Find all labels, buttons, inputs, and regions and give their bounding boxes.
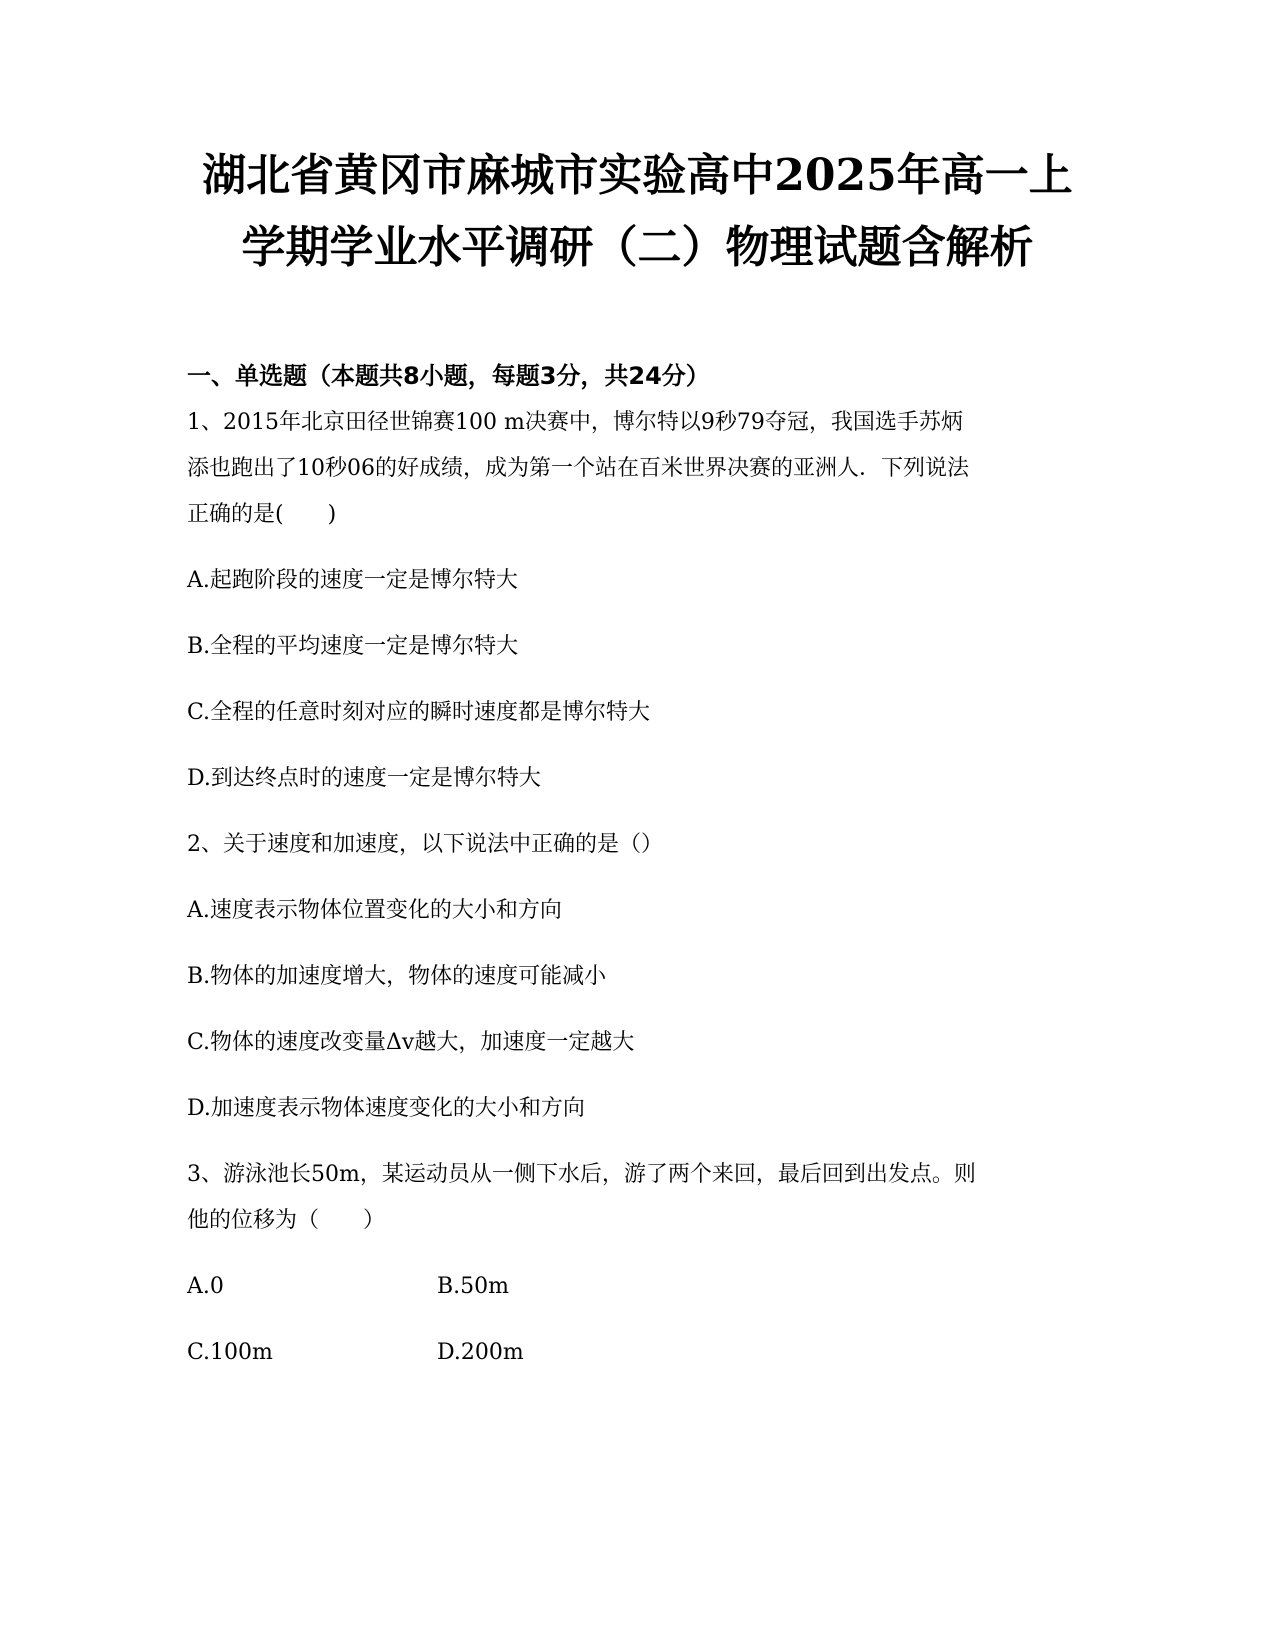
- question-3-option-d: D.200m: [437, 1340, 524, 1365]
- question-2-option-a: A.速度表示物体位置变化的大小和方向: [187, 898, 562, 923]
- question-3-stem-line-1: 3、游泳池长50m，某运动员从一侧下水后，游了两个来回，最后回到出发点。则: [187, 1162, 976, 1187]
- document-title: [150, 140, 1125, 284]
- question-1-stem-line-2: 添也跑出了10秒06的好成绩，成为第一个站在百米世界决赛的亚洲人．下列说法: [187, 456, 969, 481]
- question-3-option-c: C.100m: [187, 1340, 273, 1365]
- question-1-option-c: C.全程的任意时刻对应的瞬时速度都是博尔特大: [187, 700, 651, 725]
- title-line-2: 学期学业水平调研（二）物理试题含解析: [241, 222, 1034, 273]
- question-3-option-b: B.50m: [437, 1274, 510, 1299]
- question-1-option-a: A.起跑阶段的速度一定是博尔特大: [187, 568, 518, 593]
- question-2-option-d: D.加速度表示物体速度变化的大小和方向: [187, 1096, 585, 1121]
- question-1-option-b: B.全程的平均速度一定是博尔特大: [187, 634, 519, 659]
- question-1-stem-line-1: 1、2015年北京田径世锦赛100 m决赛中，博尔特以9秒79夺冠，我国选手苏炳: [187, 410, 963, 435]
- question-1-option-d: D.到达终点时的速度一定是博尔特大: [187, 766, 541, 791]
- question-2-stem: 2、关于速度和加速度，以下说法中正确的是（）: [187, 832, 663, 857]
- question-3-option-a: A.0: [187, 1274, 224, 1299]
- section-heading: 一、单选题（本题共8小题，每题3分，共24分）: [187, 362, 710, 390]
- question-2-option-b: B.物体的加速度增大，物体的速度可能减小: [187, 964, 607, 989]
- question-3-stem-line-2: 他的位移为（ ）: [187, 1208, 386, 1233]
- question-2-option-c: C.物体的速度改变量Δv越大，加速度一定越大: [187, 1030, 635, 1055]
- title-line-1: 湖北省黄冈市麻城市实验高中2025年高一上: [202, 150, 1073, 201]
- question-1-stem-line-3: 正确的是( ): [187, 502, 337, 527]
